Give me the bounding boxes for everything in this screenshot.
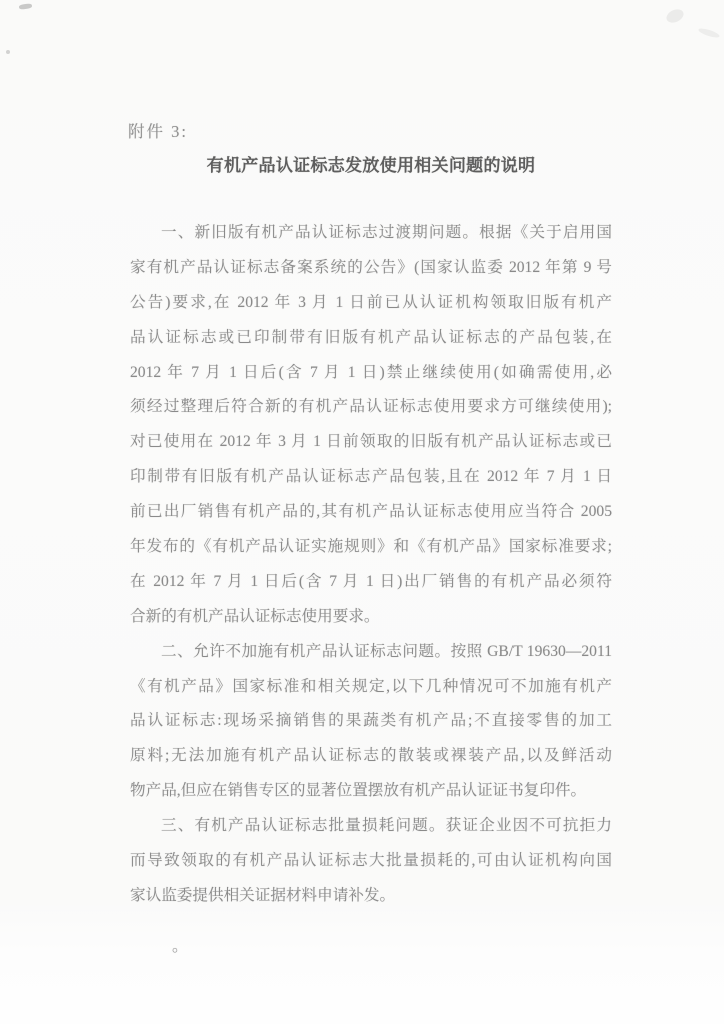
stray-period-mark: 。 [172,938,189,955]
body-line: 须经过整理后符合新的有机产品认证标志使用要求方可继续使用); [130,398,612,416]
attachment-label: 附件 3: [128,122,188,141]
body-line: 而导致领取的有机产品认证标志大批量损耗的,可由认证机构向国 [130,852,612,870]
body-line: 物产品,但应在销售专区的显著位置摆放有机产品认证证书复印件。 [130,782,587,800]
scan-artifact-dot [6,50,10,54]
scan-artifact-smudge [698,27,721,40]
document-body [130,216,612,914]
body-line: 《有机产品》国家标准和相关规定,以下几种情况可不加施有机产 [130,677,612,695]
body-line: 家认监委提供相关证据材料申请补发。 [130,886,396,904]
scan-artifact-smudge [19,3,33,10]
body-line: 二、允许不加施有机产品认证标志问题。按照 GB/T 19630—2011 [161,642,612,660]
body-line: 在 2012 年 7 月 1 日后(含 7 月 1 日)出厂销售的有机产品必须符 [130,572,612,590]
document-title: 有机产品认证标志发放使用相关问题的说明 [206,156,536,175]
body-line: 一、新旧版有机产品认证标志过渡期问题。根据《关于启用国 [161,224,612,241]
body-line: 家有机产品认证标志备案系统的公告》(国家认监委 2012 年第 9 号 [130,258,612,276]
body-line: 原料;无法加施有机产品认证标志的散装或裸装产品,以及鲜活动 [130,747,612,765]
body-line: 2012 年 7 月 1 日后(含 7 月 1 日)禁止继续使用(如确需使用,必 [130,363,612,381]
body-line: 年发布的《有机产品认证实施规则》和《有机产品》国家标准要求; [130,538,612,556]
scan-artifact-smudge [664,7,685,25]
body-line: 品认证标志:现场采摘销售的果蔬类有机产品;不直接零售的加工 [130,712,612,730]
body-line: 前已出厂销售有机产品的,其有机产品认证标志使用应当符合 2005 [130,503,612,521]
body-line: 品认证标志或已印制带有旧版有机产品认证标志的产品包装,在 [130,328,612,346]
body-line: 印制带有旧版有机产品认证标志产品包装,且在 2012 年 7 月 1 日 [130,468,612,486]
body-line: 公告)要求,在 2012 年 3 月 1 日前已从认证机构领取旧版有机产 [130,293,612,311]
body-line: 三、有机产品认证标志批量损耗问题。获证企业因不可抗拒力 [161,817,612,835]
body-line: 合新的有机产品认证标志使用要求。 [130,607,380,625]
body-line: 对已使用在 2012 年 3 月 1 日前领取的旧版有机产品认证标志或已 [130,433,612,451]
